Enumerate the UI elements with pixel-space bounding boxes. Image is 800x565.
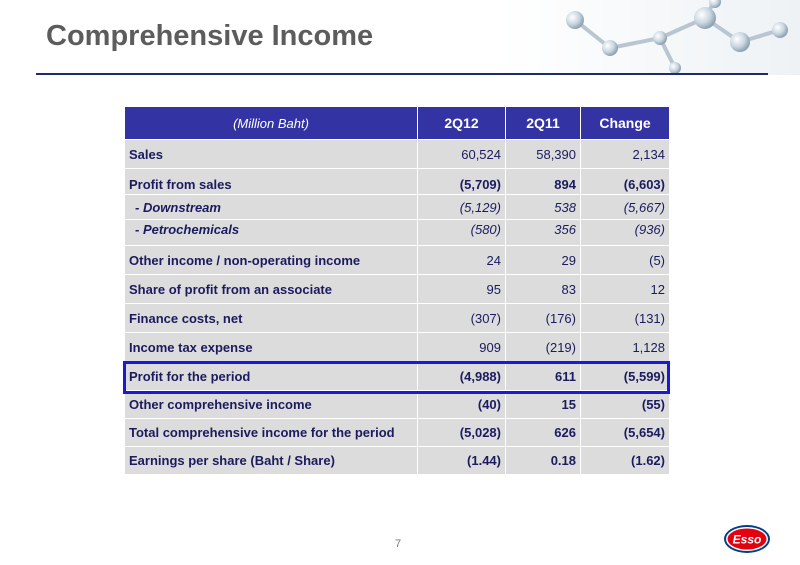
- cell-2q11: 894: [506, 169, 581, 195]
- row-label: Income tax expense: [125, 333, 418, 362]
- row-label: Total comprehensive income for the period: [125, 419, 418, 447]
- cell-2q12: 24: [418, 246, 506, 275]
- cell-2q11: 0.18: [506, 447, 581, 475]
- cell-change: (936): [581, 220, 670, 246]
- table-header-row: [125, 107, 670, 140]
- table-row-share-of-profit: [125, 275, 670, 304]
- cell-2q12: (40): [418, 391, 506, 419]
- row-label: Share of profit from an associate: [125, 275, 418, 304]
- cell-2q11: 611: [506, 362, 581, 391]
- cell-change: (55): [581, 391, 670, 419]
- cell-change: 2,134: [581, 140, 670, 169]
- cell-2q12: (4,988): [418, 362, 506, 391]
- cell-2q11: (219): [506, 333, 581, 362]
- table-row-other-income: [125, 246, 670, 275]
- cell-2q11: 626: [506, 419, 581, 447]
- table-row-petrochemicals: [125, 220, 670, 246]
- table-row-income-tax: [125, 333, 670, 362]
- cell-2q12: (580): [418, 220, 506, 246]
- table-row-downstream: [125, 195, 670, 220]
- column-header-2q11: 2Q11: [506, 107, 581, 140]
- row-label: Profit from sales: [125, 169, 418, 195]
- comprehensive-income-table: [124, 106, 670, 475]
- cell-change: (5,599): [581, 362, 670, 391]
- cell-change: 1,128: [581, 333, 670, 362]
- table-row-total-comprehensive-income: [125, 419, 670, 447]
- table-row-other-comprehensive-income: [125, 391, 670, 419]
- cell-2q11: 83: [506, 275, 581, 304]
- cell-2q11: (176): [506, 304, 581, 333]
- cell-2q12: 909: [418, 333, 506, 362]
- row-label: - Downstream: [125, 195, 418, 220]
- row-label: Profit for the period: [125, 362, 418, 391]
- row-label: Finance costs, net: [125, 304, 418, 333]
- cell-change: (131): [581, 304, 670, 333]
- cell-change: (6,603): [581, 169, 670, 195]
- cell-2q12: 60,524: [418, 140, 506, 169]
- cell-change: (5,654): [581, 419, 670, 447]
- table-row-profit-from-sales: [125, 169, 670, 195]
- cell-2q11: 15: [506, 391, 581, 419]
- page-number: 7: [395, 538, 402, 550]
- title-divider: [36, 73, 768, 75]
- logo-text: Esso: [732, 532, 762, 547]
- cell-change: (5): [581, 246, 670, 275]
- cell-2q11: 356: [506, 220, 581, 246]
- cell-change: (5,667): [581, 195, 670, 220]
- row-label: Sales: [125, 140, 418, 169]
- cell-2q12: (5,709): [418, 169, 506, 195]
- table-row-sales: [125, 140, 670, 169]
- cell-2q11: 58,390: [506, 140, 581, 169]
- column-header-units: (Million Baht): [125, 107, 418, 140]
- row-label: - Petrochemicals: [125, 220, 418, 246]
- cell-2q12: (5,028): [418, 419, 506, 447]
- cell-2q12: (5,129): [418, 195, 506, 220]
- row-label: Other income / non-operating income: [125, 246, 418, 275]
- table-row-profit-for-period: [125, 362, 670, 391]
- molecule-decoration: [500, 0, 800, 75]
- table-row-earnings-per-share: [125, 447, 670, 475]
- cell-2q12: 95: [418, 275, 506, 304]
- cell-2q11: 29: [506, 246, 581, 275]
- cell-2q11: 538: [506, 195, 581, 220]
- row-label: Earnings per share (Baht / Share): [125, 447, 418, 475]
- page-title: Comprehensive Income: [46, 20, 374, 52]
- cell-change: 12: [581, 275, 670, 304]
- row-label: Other comprehensive income: [125, 391, 418, 419]
- column-header-2q12: 2Q12: [418, 107, 506, 140]
- column-header-change: Change: [581, 107, 670, 140]
- table-row-finance-costs: [125, 304, 670, 333]
- cell-change: (1.62): [581, 447, 670, 475]
- esso-logo: [723, 524, 771, 554]
- cell-2q12: (1.44): [418, 447, 506, 475]
- cell-2q12: (307): [418, 304, 506, 333]
